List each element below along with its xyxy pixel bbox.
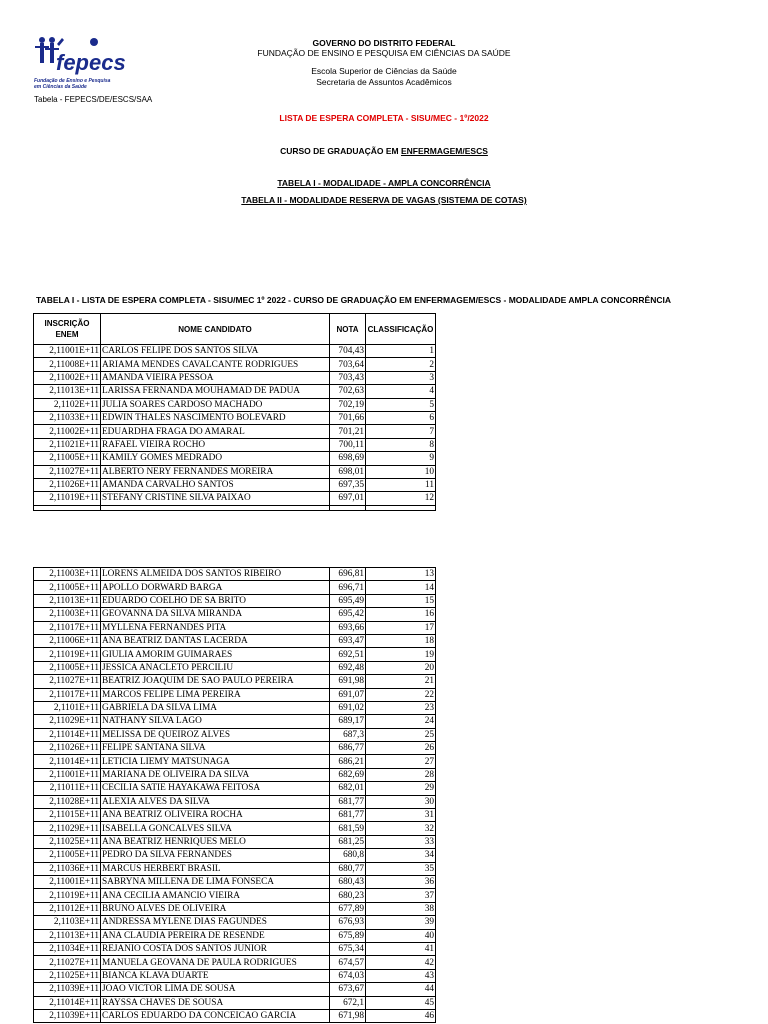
- nota-cell: 691,02: [330, 701, 366, 714]
- classificacao-cell: 38: [366, 902, 436, 915]
- nota-cell: 681,25: [330, 835, 366, 848]
- nota-cell: 693,47: [330, 634, 366, 647]
- inscricao-cell: 2,1103E+11: [34, 916, 101, 929]
- table-row: [34, 634, 436, 647]
- table-row: [34, 956, 436, 969]
- inscricao-cell: 2,11003E+11: [34, 568, 101, 581]
- nota-cell: 682,69: [330, 768, 366, 781]
- nota-cell: 689,17: [330, 715, 366, 728]
- classificacao-cell: 21: [366, 675, 436, 688]
- nome-cell: ALEXIA ALVES DA SILVA: [101, 795, 330, 808]
- nota-cell: 680,23: [330, 889, 366, 902]
- table-row: [34, 358, 436, 371]
- inscricao-cell: 2,11002E+11: [34, 425, 101, 438]
- nota-cell: 691,07: [330, 688, 366, 701]
- nome-cell: PEDRO DA SILVA FERNANDES: [101, 849, 330, 862]
- nota-cell: 681,77: [330, 795, 366, 808]
- nota-cell: 681,59: [330, 822, 366, 835]
- col-nota: NOTA: [330, 314, 366, 345]
- inscricao-cell: 2,11013E+11: [34, 594, 101, 607]
- nome-cell: AMANDA CARVALHO SANTOS: [101, 478, 330, 491]
- nota-cell: 675,34: [330, 942, 366, 955]
- table-row: [34, 889, 436, 902]
- nota-cell: 703,64: [330, 358, 366, 371]
- inscricao-cell: 2,1101E+11: [34, 701, 101, 714]
- inscricao-cell: 2,11019E+11: [34, 889, 101, 902]
- nome-cell: ALBERTO NERY FERNANDES MOREIRA: [101, 465, 330, 478]
- inscricao-cell: 2,11039E+11: [34, 1009, 101, 1022]
- nome-cell: AMANDA VIEIRA PESSOA: [101, 371, 330, 384]
- col-nome: NOME CANDIDATO: [101, 314, 330, 345]
- table-row: [34, 862, 436, 875]
- nota-cell: 695,49: [330, 594, 366, 607]
- inscricao-cell: 2,11001E+11: [34, 768, 101, 781]
- inscricao-cell: 2,11015E+11: [34, 809, 101, 822]
- inscricao-cell: 2,11029E+11: [34, 715, 101, 728]
- nome-cell: MARCUS HERBERT BRASIL: [101, 862, 330, 875]
- inscricao-cell: 2,11027E+11: [34, 675, 101, 688]
- table-row: [34, 452, 436, 465]
- nota-cell: 692,51: [330, 648, 366, 661]
- nome-cell: GABRIELA DA SILVA LIMA: [101, 701, 330, 714]
- table-row: [34, 581, 436, 594]
- classificacao-cell: 7: [366, 425, 436, 438]
- inscricao-cell: 2,11025E+11: [34, 969, 101, 982]
- table-row: [34, 621, 436, 634]
- nota-cell: 680,77: [330, 862, 366, 875]
- tabela2-title: TABELA II - MODALIDADE RESERVA DE VAGAS (SISTEMA DE COTAS): [241, 195, 527, 205]
- nota-cell: 673,67: [330, 983, 366, 996]
- nome-cell: MARIANA DE OLIVEIRA DA SILVA: [101, 768, 330, 781]
- inscricao-cell: 2,11026E+11: [34, 742, 101, 755]
- nome-cell: RAYSSA CHAVES DE SOUSA: [101, 996, 330, 1009]
- nome-cell: GEOVANNA DA SILVA MIRANDA: [101, 608, 330, 621]
- inscricao-cell: 2,11011E+11: [34, 782, 101, 795]
- nota-cell: 671,98: [330, 1009, 366, 1022]
- nome-cell: EDUARDHA FRAGA DO AMARAL: [101, 425, 330, 438]
- nota-cell: 681,77: [330, 809, 366, 822]
- nome-cell: CARLOS EDUARDO DA CONCEICAO GARCIA: [101, 1009, 330, 1022]
- table-row: [34, 648, 436, 661]
- curso-title: [0, 146, 768, 157]
- table-row: [34, 688, 436, 701]
- nome-cell: LARISSA FERNANDA MOUHAMAD DE PADUA: [101, 385, 330, 398]
- nome-cell: ISABELLA GONCALVES SILVA: [101, 822, 330, 835]
- classificacao-cell: 22: [366, 688, 436, 701]
- table-row: [34, 661, 436, 674]
- nota-cell: 686,77: [330, 742, 366, 755]
- inscricao-cell: 2,11027E+11: [34, 956, 101, 969]
- inscricao-cell: 2,11019E+11: [34, 648, 101, 661]
- nome-cell: EDWIN THALES NASCIMENTO BOLEVARD: [101, 411, 330, 424]
- table-row: [34, 385, 436, 398]
- nota-cell: 697,01: [330, 492, 366, 505]
- header-line2: FUNDAÇÃO DE ENSINO E PESQUISA EM CIÊNCIAS DA SAÚDE: [257, 48, 511, 58]
- classificacao-cell: 6: [366, 411, 436, 424]
- spacer-cell: [101, 505, 330, 510]
- nome-cell: MARCOS FELIPE LIMA PEREIRA: [101, 688, 330, 701]
- classificacao-cell: 36: [366, 875, 436, 888]
- table-row: [34, 398, 436, 411]
- classificacao-cell: 3: [366, 371, 436, 384]
- inscricao-cell: 2,11005E+11: [34, 849, 101, 862]
- inscricao-cell: 2,11003E+11: [34, 608, 101, 621]
- inscricao-cell: 2,11014E+11: [34, 728, 101, 741]
- inscricao-cell: 2,11034E+11: [34, 942, 101, 955]
- table-row: [34, 478, 436, 491]
- table-row: [34, 568, 436, 581]
- lista-title: LISTA DE ESPERA COMPLETA - SISU/MEC - 1º/2022: [279, 113, 489, 123]
- classificacao-cell: 31: [366, 809, 436, 822]
- nome-cell: SABRYNA MILLENA DE LIMA FONSECA: [101, 875, 330, 888]
- nome-cell: BRUNO ALVES DE OLIVEIRA: [101, 902, 330, 915]
- nome-cell: LORENS ALMEIDA DOS SANTOS RIBEIRO: [101, 568, 330, 581]
- nome-cell: JESSICA ANACLETO PERCILIU: [101, 661, 330, 674]
- table-row: [34, 809, 436, 822]
- classificacao-cell: 45: [366, 996, 436, 1009]
- inscricao-cell: 2,11026E+11: [34, 478, 101, 491]
- classificacao-cell: 25: [366, 728, 436, 741]
- nome-cell: BIANCA KLAVA DUARTE: [101, 969, 330, 982]
- table-row: [34, 942, 436, 955]
- table-row: [34, 345, 436, 358]
- nota-cell: 680,43: [330, 875, 366, 888]
- nome-cell: ANA BEATRIZ DANTAS LACERDA: [101, 634, 330, 647]
- inscricao-cell: 2,11017E+11: [34, 621, 101, 634]
- classificacao-cell: 2: [366, 358, 436, 371]
- nota-cell: 674,57: [330, 956, 366, 969]
- classificacao-cell: 20: [366, 661, 436, 674]
- classificacao-cell: 32: [366, 822, 436, 835]
- table-row: [34, 835, 436, 848]
- inscricao-cell: 2,11025E+11: [34, 835, 101, 848]
- classificacao-cell: 42: [366, 956, 436, 969]
- inscricao-cell: 2,11019E+11: [34, 492, 101, 505]
- classificacao-cell: 5: [366, 398, 436, 411]
- classificacao-cell: 29: [366, 782, 436, 795]
- table-row: [34, 701, 436, 714]
- ranking-table-part2: [33, 567, 436, 1023]
- inscricao-cell: 2,11002E+11: [34, 371, 101, 384]
- classificacao-cell: 4: [366, 385, 436, 398]
- nome-cell: ANA BEATRIZ OLIVEIRA ROCHA: [101, 809, 330, 822]
- nota-cell: 698,69: [330, 452, 366, 465]
- inscricao-cell: 2,11013E+11: [34, 385, 101, 398]
- inscricao-cell: 2,11001E+11: [34, 345, 101, 358]
- col-classificacao: CLASSIFICAÇÃO: [366, 314, 436, 345]
- nota-cell: 674,03: [330, 969, 366, 982]
- classificacao-cell: 35: [366, 862, 436, 875]
- col-inscricao: INSCRIÇÃO ENEM: [34, 314, 101, 345]
- nota-cell: 680,8: [330, 849, 366, 862]
- nome-cell: FELIPE SANTANA SILVA: [101, 742, 330, 755]
- spacer-cell: [330, 505, 366, 510]
- nota-cell: 676,93: [330, 916, 366, 929]
- header-line1: GOVERNO DO DISTRITO FEDERAL: [312, 38, 456, 48]
- classificacao-cell: 14: [366, 581, 436, 594]
- inscricao-cell: 2,11005E+11: [34, 661, 101, 674]
- classificacao-cell: 27: [366, 755, 436, 768]
- spacer-cell: [366, 505, 436, 510]
- nome-cell: RAFAEL VIEIRA ROCHO: [101, 438, 330, 451]
- nota-cell: 677,89: [330, 902, 366, 915]
- classificacao-cell: 8: [366, 438, 436, 451]
- table-row: [34, 969, 436, 982]
- classificacao-cell: 43: [366, 969, 436, 982]
- inscricao-cell: 2,11012E+11: [34, 902, 101, 915]
- table-row: [34, 1009, 436, 1022]
- classificacao-cell: 26: [366, 742, 436, 755]
- nota-cell: 696,81: [330, 568, 366, 581]
- table-header-row: [34, 314, 436, 345]
- nota-cell: 682,01: [330, 782, 366, 795]
- tabela1-title: TABELA I - MODALIDADE - AMPLA CONCORRÊNCIA: [277, 178, 491, 188]
- nome-cell: EDUARDO COELHO DE SA BRITO: [101, 594, 330, 607]
- nome-cell: CARLOS FELIPE DOS SANTOS SILVA: [101, 345, 330, 358]
- curso-name: ENFERMAGEM/ESCS: [401, 146, 488, 156]
- nota-cell: 693,66: [330, 621, 366, 634]
- classificacao-cell: 30: [366, 795, 436, 808]
- nome-cell: ANA BEATRIZ HENRIQUES MELO: [101, 835, 330, 848]
- curso-prefix: CURSO DE GRADUAÇÃO EM: [280, 146, 401, 156]
- classificacao-cell: 19: [366, 648, 436, 661]
- table-row: [34, 465, 436, 478]
- table-row: [34, 755, 436, 768]
- nota-cell: 701,21: [330, 425, 366, 438]
- classificacao-cell: 46: [366, 1009, 436, 1022]
- table-row: [34, 411, 436, 424]
- nome-cell: LETICIA LIEMY MATSUNAGA: [101, 755, 330, 768]
- table-row: [34, 849, 436, 862]
- nome-cell: NATHANY SILVA LAGO: [101, 715, 330, 728]
- ranking-table-part1: [33, 313, 436, 511]
- nome-cell: CECILIA SATIE HAYAKAWA FEITOSA: [101, 782, 330, 795]
- classificacao-cell: 39: [366, 916, 436, 929]
- nota-cell: 691,98: [330, 675, 366, 688]
- nome-cell: STEFANY CRISTINE SILVA PAIXAO: [101, 492, 330, 505]
- inscricao-cell: 2,11036E+11: [34, 862, 101, 875]
- nome-cell: REJANIO COSTA DOS SANTOS JUNIOR: [101, 942, 330, 955]
- table-row: [34, 768, 436, 781]
- tabela-reference: Tabela - FEPECS/DE/ESCS/SAA: [34, 95, 153, 104]
- inscricao-cell: 2,11027E+11: [34, 465, 101, 478]
- classificacao-cell: 28: [366, 768, 436, 781]
- inscricao-cell: 2,11005E+11: [34, 452, 101, 465]
- classificacao-cell: 33: [366, 835, 436, 848]
- inscricao-cell: 2,11021E+11: [34, 438, 101, 451]
- nota-cell: 672,1: [330, 996, 366, 1009]
- logo-text: fepecs: [56, 50, 126, 75]
- classificacao-cell: 17: [366, 621, 436, 634]
- nota-cell: 696,71: [330, 581, 366, 594]
- classificacao-cell: 12: [366, 492, 436, 505]
- nota-cell: 686,21: [330, 755, 366, 768]
- nota-cell: 692,48: [330, 661, 366, 674]
- nota-cell: 697,35: [330, 478, 366, 491]
- inscricao-cell: 2,11039E+11: [34, 983, 101, 996]
- table-row: [34, 425, 436, 438]
- classificacao-cell: 1: [366, 345, 436, 358]
- inscricao-cell: 2,11013E+11: [34, 929, 101, 942]
- table-row: [34, 875, 436, 888]
- inscricao-cell: 2,11028E+11: [34, 795, 101, 808]
- classificacao-cell: 44: [366, 983, 436, 996]
- classificacao-cell: 15: [366, 594, 436, 607]
- classificacao-cell: 41: [366, 942, 436, 955]
- nome-cell: MANUELA GEOVANA DE PAULA RODRIGUES: [101, 956, 330, 969]
- table-row: [34, 675, 436, 688]
- nome-cell: ARIAMA MENDES CAVALCANTE RODRIGUES: [101, 358, 330, 371]
- nome-cell: MELISSA DE QUEIROZ ALVES: [101, 728, 330, 741]
- classificacao-cell: 13: [366, 568, 436, 581]
- classificacao-cell: 11: [366, 478, 436, 491]
- inscricao-cell: 2,11001E+11: [34, 875, 101, 888]
- classificacao-cell: 37: [366, 889, 436, 902]
- classificacao-cell: 9: [366, 452, 436, 465]
- nota-cell: 687,3: [330, 728, 366, 741]
- inscricao-cell: 2,11017E+11: [34, 688, 101, 701]
- classificacao-cell: 40: [366, 929, 436, 942]
- nome-cell: ANA CECILIA AMANCIO VIEIRA: [101, 889, 330, 902]
- nome-cell: MYLLENA FERNANDES PITA: [101, 621, 330, 634]
- table-row: [34, 492, 436, 505]
- nota-cell: 700,11: [330, 438, 366, 451]
- table-row: [34, 916, 436, 929]
- inscricao-cell: 2,11008E+11: [34, 358, 101, 371]
- inscricao-cell: 2,11029E+11: [34, 822, 101, 835]
- table-row: [34, 782, 436, 795]
- table-row: [34, 742, 436, 755]
- nome-cell: GIULIA AMORIM GUIMARAES: [101, 648, 330, 661]
- inscricao-cell: 2,11033E+11: [34, 411, 101, 424]
- table-row: [34, 438, 436, 451]
- inscricao-cell: 2,11005E+11: [34, 581, 101, 594]
- classificacao-cell: 18: [366, 634, 436, 647]
- table-spacer-row: [34, 505, 436, 510]
- table-row: [34, 608, 436, 621]
- classificacao-cell: 24: [366, 715, 436, 728]
- table-row: [34, 902, 436, 915]
- table-row: [34, 371, 436, 384]
- nota-cell: 701,66: [330, 411, 366, 424]
- table-row: [34, 929, 436, 942]
- nome-cell: ANDRESSA MYLENE DIAS FAGUNDES: [101, 916, 330, 929]
- nome-cell: APOLLO DORWARD BARGA: [101, 581, 330, 594]
- nota-cell: 695,42: [330, 608, 366, 621]
- classificacao-cell: 10: [366, 465, 436, 478]
- inscricao-cell: 2,11006E+11: [34, 634, 101, 647]
- table-row: [34, 715, 436, 728]
- nome-cell: JOAO VICTOR LIMA DE SOUSA: [101, 983, 330, 996]
- inscricao-cell: 2,11014E+11: [34, 755, 101, 768]
- header-line4: Secretaria de Assuntos Acadêmicos: [316, 77, 452, 87]
- nota-cell: 675,89: [330, 929, 366, 942]
- classificacao-cell: 23: [366, 701, 436, 714]
- nome-cell: BEATRIZ JOAQUIM DE SAO PAULO PEREIRA: [101, 675, 330, 688]
- inscricao-cell: 2,1102E+11: [34, 398, 101, 411]
- nome-cell: ANA CLAUDIA PEREIRA DE RESENDE: [101, 929, 330, 942]
- table-row: [34, 594, 436, 607]
- nota-cell: 702,19: [330, 398, 366, 411]
- table-row: [34, 996, 436, 1009]
- section-title: TABELA I - LISTA DE ESPERA COMPLETA - SISU/MEC 1º 2022 - CURSO DE GRADUAÇÃO EM ENFERMAGEM/ESCS - MODALIDADE AMPLA CONCORRÊNCIA: [36, 295, 671, 305]
- table-row: [34, 822, 436, 835]
- table-row: [34, 728, 436, 741]
- spacer-cell: [34, 505, 101, 510]
- logo-subtext: Fundação de Ensino e Pesquisa em Ciências da Saúde: [34, 78, 111, 90]
- table-row: [34, 983, 436, 996]
- inscricao-cell: 2,11014E+11: [34, 996, 101, 1009]
- nota-cell: 702,63: [330, 385, 366, 398]
- nota-cell: 704,43: [330, 345, 366, 358]
- table-row: [34, 795, 436, 808]
- header-line3: Escola Superior de Ciências da Saúde: [311, 66, 457, 76]
- nome-cell: KAMILY GOMES MEDRADO: [101, 452, 330, 465]
- classificacao-cell: 34: [366, 849, 436, 862]
- nome-cell: JULIA SOARES CARDOSO MACHADO: [101, 398, 330, 411]
- nota-cell: 703,43: [330, 371, 366, 384]
- classificacao-cell: 16: [366, 608, 436, 621]
- nota-cell: 698,01: [330, 465, 366, 478]
